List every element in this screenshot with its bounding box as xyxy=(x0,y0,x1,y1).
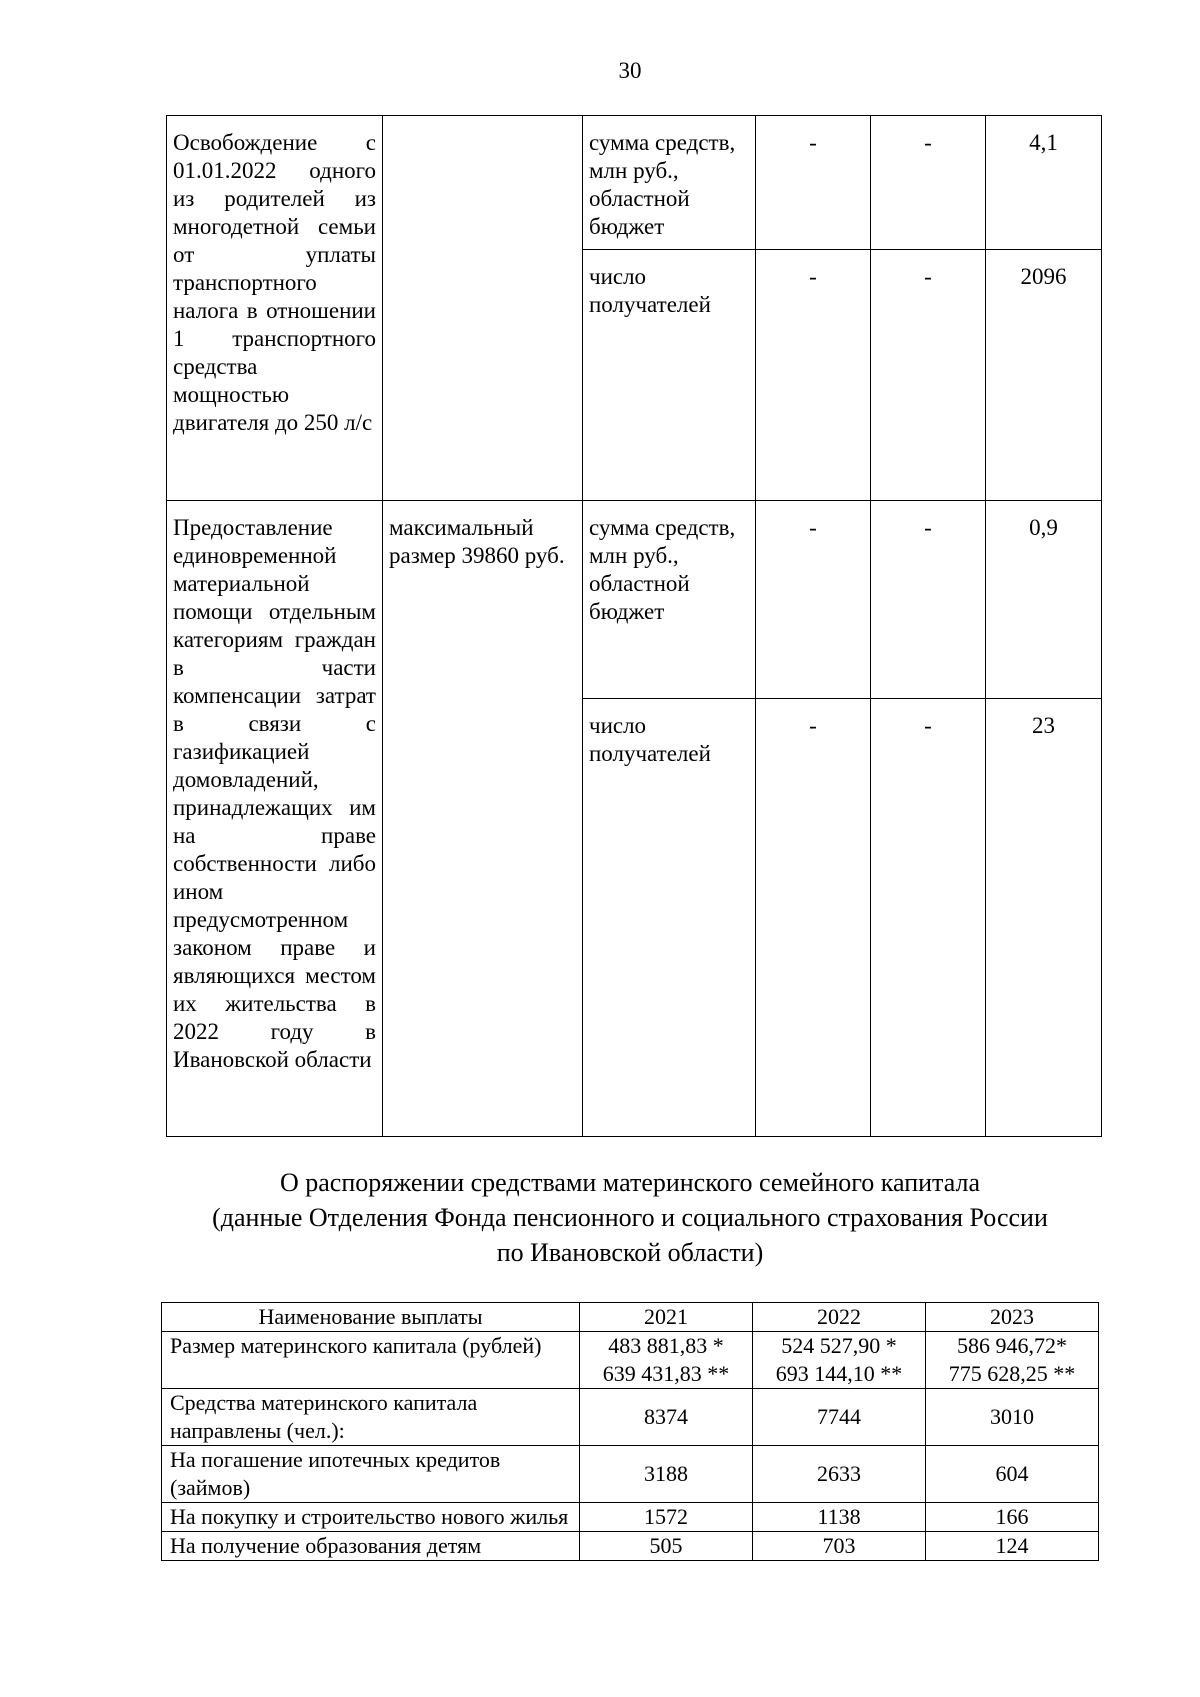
value-cell: - xyxy=(871,501,986,699)
table-row xyxy=(162,1389,1099,1446)
value-cell: - xyxy=(871,699,986,1137)
indicator-label: сумма средств, млн руб., областной бюджет xyxy=(583,501,756,699)
section-heading xyxy=(130,1165,1130,1270)
row-label: На покупку и строительство нового жилья xyxy=(162,1503,580,1532)
value-cell: - xyxy=(756,699,871,1137)
table-row xyxy=(167,501,1102,699)
value-cell: 124 xyxy=(926,1532,1099,1561)
value-cell: - xyxy=(756,501,871,699)
table-row xyxy=(162,1446,1099,1503)
value-cell: 166 xyxy=(926,1503,1099,1532)
page-number: 30 xyxy=(618,58,642,83)
value-cell: 8374 xyxy=(580,1389,753,1446)
column-header: 2023 xyxy=(926,1303,1099,1332)
value-cell: 3188 xyxy=(580,1446,753,1503)
measure-name: Освобождение с 01.01.2022 одного из родителей из многодетной семьи от уплаты транспортного налога в отношении 1 транспортного средства мощностью двигателя до 250 л/с xyxy=(167,116,383,501)
value-cell: - xyxy=(871,116,986,250)
maternity-capital-table xyxy=(161,1302,1099,1561)
heading-line: по Ивановской области) xyxy=(496,1238,764,1267)
column-header: 2022 xyxy=(753,1303,926,1332)
table-row xyxy=(162,1332,1099,1389)
row-label: На получение образования детям xyxy=(162,1532,580,1561)
value-cell: - xyxy=(756,116,871,250)
value-cell: 703 xyxy=(753,1532,926,1561)
value-cell: 3010 xyxy=(926,1389,1099,1446)
row-label: На погашение ипотечных кредитов (займов) xyxy=(162,1446,580,1503)
value-cell: 505 xyxy=(580,1532,753,1561)
value-cell: 0,9 xyxy=(986,501,1102,699)
column-header: 2021 xyxy=(580,1303,753,1332)
measures-table xyxy=(166,115,1102,1137)
indicator-label: число получателей xyxy=(583,250,756,501)
value-cell: 524 527,90 * 693 144,10 ** xyxy=(753,1332,926,1389)
value-cell: 604 xyxy=(926,1446,1099,1503)
table-row xyxy=(162,1503,1099,1532)
row-label: Средства материнского капитала направлены (чел.): xyxy=(162,1389,580,1446)
value-cell: 7744 xyxy=(753,1389,926,1446)
value-cell: 483 881,83 * 639 431,83 ** xyxy=(580,1332,753,1389)
value-cell: 1138 xyxy=(753,1503,926,1532)
measure-name: Предоставление единовременной материальной помощи отдельным категориям граждан в части компенсации затрат в связи с газификацией домовладений, принадлежащих им на праве собственности либо ином предусмотренном законом праве и являющихся местом их жительства в 2022 году в Ивановской области xyxy=(167,501,383,1137)
table-row xyxy=(162,1532,1099,1561)
measure-condition xyxy=(383,116,583,501)
value-cell: 2096 xyxy=(986,250,1102,501)
indicator-label: число получателей xyxy=(583,699,756,1137)
value-cell: - xyxy=(871,250,986,501)
value-cell: - xyxy=(756,250,871,501)
measure-condition: максимальный размер 39860 руб. xyxy=(383,501,583,1137)
table-header-row xyxy=(162,1303,1099,1332)
value-cell: 4,1 xyxy=(986,116,1102,250)
value-cell: 1572 xyxy=(580,1503,753,1532)
column-header: Наименование выплаты xyxy=(162,1303,580,1332)
table-row xyxy=(167,116,1102,250)
value-cell: 2633 xyxy=(753,1446,926,1503)
row-label: Размер материнского капитала (рублей) xyxy=(162,1332,580,1389)
heading-line: (данные Отделения Фонда пенсионного и социального страхования России xyxy=(212,1203,1048,1232)
indicator-label: сумма средств, млн руб., областной бюджет xyxy=(583,116,756,250)
value-cell: 586 946,72* 775 628,25 ** xyxy=(926,1332,1099,1389)
value-cell: 23 xyxy=(986,699,1102,1137)
heading-line: О распоряжении средствами материнского семейного капитала xyxy=(279,1168,981,1197)
